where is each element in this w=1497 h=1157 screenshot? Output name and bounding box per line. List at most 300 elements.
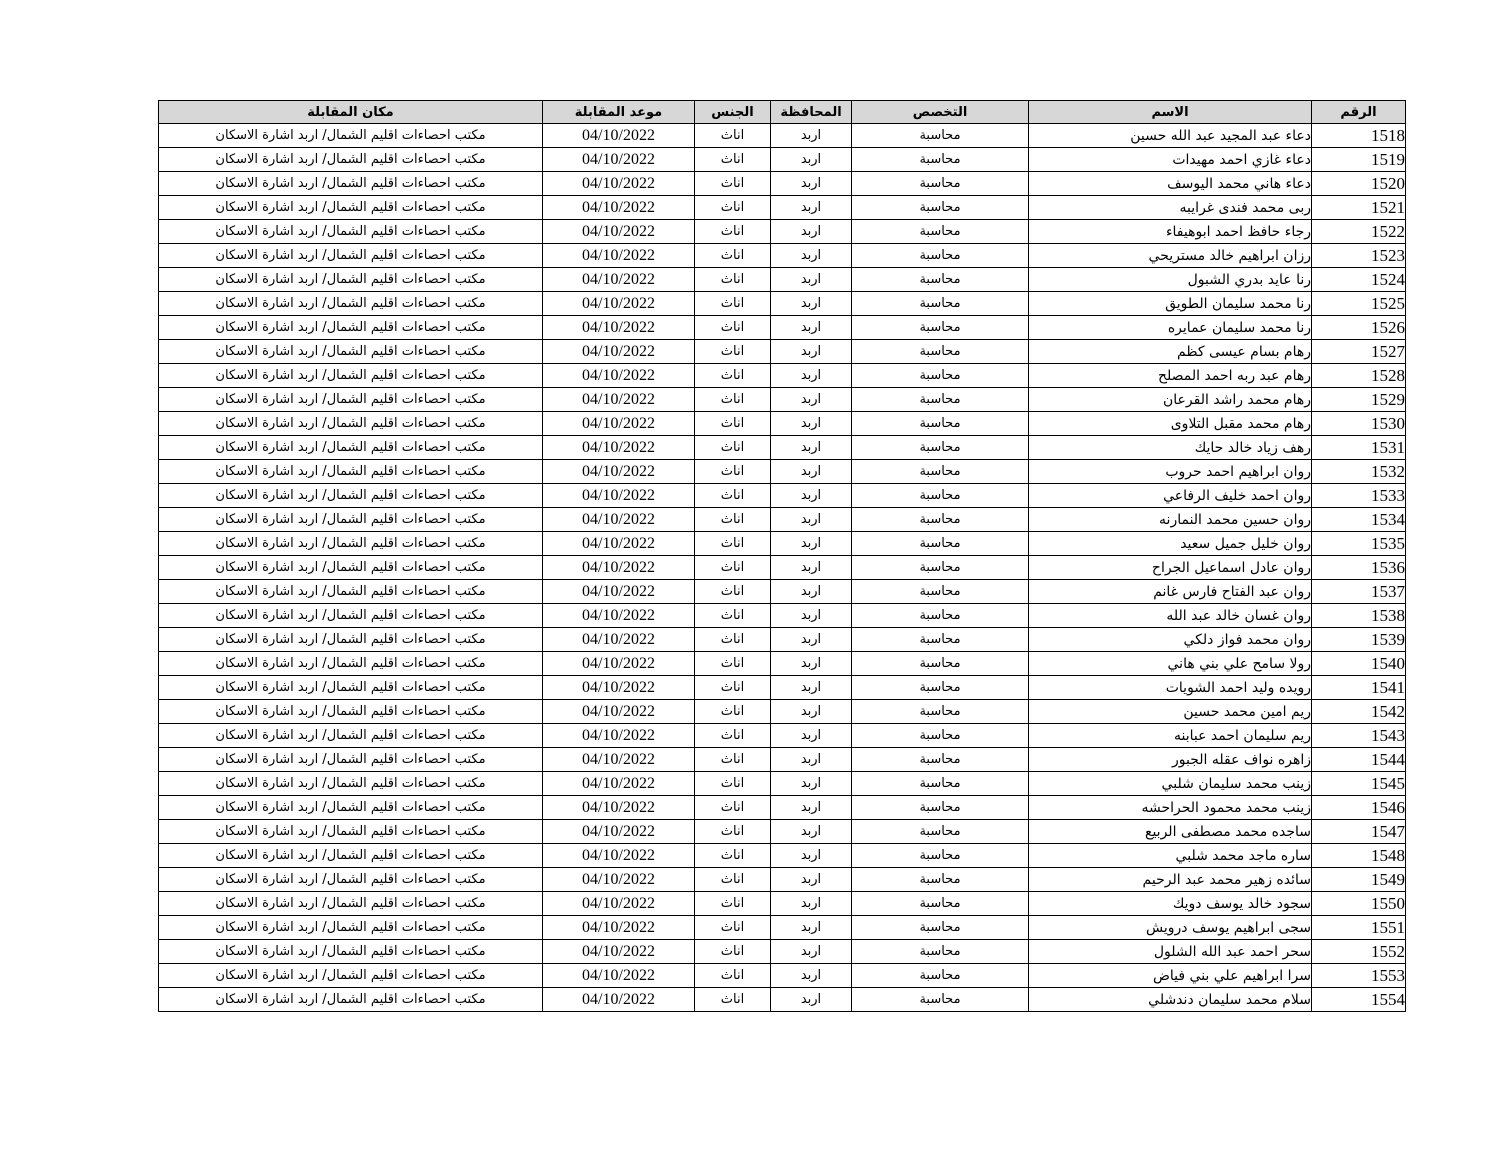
table-row xyxy=(159,892,1406,916)
cell-governorate: اربد xyxy=(771,724,852,748)
cell-number: 1528 xyxy=(1312,364,1406,388)
cell-name: ساره ماجد محمد شلبي xyxy=(1029,844,1312,868)
cell-specialization: محاسبة xyxy=(852,556,1029,580)
table-row xyxy=(159,340,1406,364)
cell-number: 1534 xyxy=(1312,508,1406,532)
cell-interview-date: 04/10/2022 xyxy=(543,796,695,820)
cell-interview-date: 04/10/2022 xyxy=(543,388,695,412)
cell-number: 1547 xyxy=(1312,820,1406,844)
cell-name: روان خليل جميل سعيد xyxy=(1029,532,1312,556)
cell-number: 1537 xyxy=(1312,580,1406,604)
cell-specialization: محاسبة xyxy=(852,844,1029,868)
cell-interview-location: مكتب احصاءات اقليم الشمال/ اربد اشارة الاسكان xyxy=(159,172,543,196)
cell-interview-location: مكتب احصاءات اقليم الشمال/ اربد اشارة الاسكان xyxy=(159,436,543,460)
table-row xyxy=(159,868,1406,892)
cell-specialization: محاسبة xyxy=(852,436,1029,460)
cell-number: 1552 xyxy=(1312,940,1406,964)
cell-specialization: محاسبة xyxy=(852,340,1029,364)
cell-interview-location: مكتب احصاءات اقليم الشمال/ اربد اشارة الاسكان xyxy=(159,268,543,292)
cell-gender: اناث xyxy=(695,844,771,868)
table-row xyxy=(159,316,1406,340)
table-row xyxy=(159,484,1406,508)
cell-gender: اناث xyxy=(695,796,771,820)
cell-gender: اناث xyxy=(695,868,771,892)
cell-name: رهام محمد راشد القرعان xyxy=(1029,388,1312,412)
table-row xyxy=(159,748,1406,772)
cell-interview-date: 04/10/2022 xyxy=(543,412,695,436)
cell-name: رهف زياد خالد حايك xyxy=(1029,436,1312,460)
cell-interview-date: 04/10/2022 xyxy=(543,724,695,748)
cell-interview-location: مكتب احصاءات اقليم الشمال/ اربد اشارة الاسكان xyxy=(159,604,543,628)
cell-gender: اناث xyxy=(695,820,771,844)
cell-interview-date: 04/10/2022 xyxy=(543,964,695,988)
cell-gender: اناث xyxy=(695,316,771,340)
cell-gender: اناث xyxy=(695,412,771,436)
cell-specialization: محاسبة xyxy=(852,580,1029,604)
cell-number: 1524 xyxy=(1312,268,1406,292)
cell-name: روان حسين محمد النمارنه xyxy=(1029,508,1312,532)
cell-interview-date: 04/10/2022 xyxy=(543,892,695,916)
cell-interview-location: مكتب احصاءات اقليم الشمال/ اربد اشارة الاسكان xyxy=(159,580,543,604)
cell-gender: اناث xyxy=(695,628,771,652)
cell-number: 1520 xyxy=(1312,172,1406,196)
cell-interview-date: 04/10/2022 xyxy=(543,628,695,652)
cell-governorate: اربد xyxy=(771,628,852,652)
header-interview-location: مكان المقابلة xyxy=(159,101,543,124)
cell-interview-location: مكتب احصاءات اقليم الشمال/ اربد اشارة الاسكان xyxy=(159,940,543,964)
cell-name: رنا عايد بدري الشبول xyxy=(1029,268,1312,292)
cell-number: 1522 xyxy=(1312,220,1406,244)
cell-gender: اناث xyxy=(695,964,771,988)
cell-governorate: اربد xyxy=(771,580,852,604)
cell-specialization: محاسبة xyxy=(852,532,1029,556)
cell-governorate: اربد xyxy=(771,604,852,628)
table-row xyxy=(159,268,1406,292)
cell-gender: اناث xyxy=(695,940,771,964)
cell-number: 1530 xyxy=(1312,412,1406,436)
table-row xyxy=(159,700,1406,724)
table-row xyxy=(159,388,1406,412)
table-row xyxy=(159,724,1406,748)
cell-specialization: محاسبة xyxy=(852,892,1029,916)
cell-interview-location: مكتب احصاءات اقليم الشمال/ اربد اشارة الاسكان xyxy=(159,868,543,892)
cell-name: رولا سامح علي بني هاني xyxy=(1029,652,1312,676)
cell-interview-location: مكتب احصاءات اقليم الشمال/ اربد اشارة الاسكان xyxy=(159,772,543,796)
cell-interview-date: 04/10/2022 xyxy=(543,340,695,364)
cell-governorate: اربد xyxy=(771,508,852,532)
cell-gender: اناث xyxy=(695,172,771,196)
cell-name: سائده زهير محمد عبد الرحيم xyxy=(1029,868,1312,892)
cell-gender: اناث xyxy=(695,988,771,1012)
cell-number: 1544 xyxy=(1312,748,1406,772)
table-row xyxy=(159,940,1406,964)
table-row xyxy=(159,220,1406,244)
cell-gender: اناث xyxy=(695,676,771,700)
cell-specialization: محاسبة xyxy=(852,964,1029,988)
cell-interview-date: 04/10/2022 xyxy=(543,196,695,220)
cell-name: روان غسان خالد عبد الله xyxy=(1029,604,1312,628)
cell-name: ريم امين محمد حسين xyxy=(1029,700,1312,724)
header-specialization: التخصص xyxy=(852,101,1029,124)
cell-gender: اناث xyxy=(695,220,771,244)
cell-governorate: اربد xyxy=(771,244,852,268)
table-row xyxy=(159,796,1406,820)
table-row xyxy=(159,604,1406,628)
cell-name: رنا محمد سليمان الطويق xyxy=(1029,292,1312,316)
cell-gender: اناث xyxy=(695,892,771,916)
cell-specialization: محاسبة xyxy=(852,412,1029,436)
cell-specialization: محاسبة xyxy=(852,772,1029,796)
cell-interview-location: مكتب احصاءات اقليم الشمال/ اربد اشارة الاسكان xyxy=(159,292,543,316)
cell-interview-location: مكتب احصاءات اقليم الشمال/ اربد اشارة الاسكان xyxy=(159,220,543,244)
cell-interview-date: 04/10/2022 xyxy=(543,220,695,244)
cell-interview-date: 04/10/2022 xyxy=(543,532,695,556)
cell-specialization: محاسبة xyxy=(852,508,1029,532)
cell-gender: اناث xyxy=(695,124,771,148)
table-row xyxy=(159,580,1406,604)
cell-interview-date: 04/10/2022 xyxy=(543,820,695,844)
cell-interview-location: مكتب احصاءات اقليم الشمال/ اربد اشارة الاسكان xyxy=(159,988,543,1012)
interview-roster-table xyxy=(158,100,1406,1012)
table-row xyxy=(159,124,1406,148)
cell-number: 1545 xyxy=(1312,772,1406,796)
cell-governorate: اربد xyxy=(771,412,852,436)
cell-name: زينب محمد سليمان شلبي xyxy=(1029,772,1312,796)
cell-gender: اناث xyxy=(695,652,771,676)
cell-number: 1540 xyxy=(1312,652,1406,676)
cell-gender: اناث xyxy=(695,532,771,556)
cell-specialization: محاسبة xyxy=(852,988,1029,1012)
cell-interview-date: 04/10/2022 xyxy=(543,916,695,940)
cell-number: 1533 xyxy=(1312,484,1406,508)
cell-governorate: اربد xyxy=(771,532,852,556)
cell-number: 1539 xyxy=(1312,628,1406,652)
table-row xyxy=(159,556,1406,580)
cell-governorate: اربد xyxy=(771,820,852,844)
cell-interview-location: مكتب احصاءات اقليم الشمال/ اربد اشارة الاسكان xyxy=(159,844,543,868)
cell-gender: اناث xyxy=(695,772,771,796)
cell-interview-location: مكتب احصاءات اقليم الشمال/ اربد اشارة الاسكان xyxy=(159,484,543,508)
cell-gender: اناث xyxy=(695,244,771,268)
cell-governorate: اربد xyxy=(771,196,852,220)
cell-interview-date: 04/10/2022 xyxy=(543,148,695,172)
cell-interview-date: 04/10/2022 xyxy=(543,700,695,724)
cell-name: رنا محمد سليمان عمايره xyxy=(1029,316,1312,340)
cell-number: 1527 xyxy=(1312,340,1406,364)
cell-gender: اناث xyxy=(695,916,771,940)
cell-interview-location: مكتب احصاءات اقليم الشمال/ اربد اشارة الاسكان xyxy=(159,364,543,388)
cell-governorate: اربد xyxy=(771,676,852,700)
cell-governorate: اربد xyxy=(771,292,852,316)
cell-name: دعاء هاني محمد اليوسف xyxy=(1029,172,1312,196)
cell-number: 1542 xyxy=(1312,700,1406,724)
cell-governorate: اربد xyxy=(771,340,852,364)
cell-interview-location: مكتب احصاءات اقليم الشمال/ اربد اشارة الاسكان xyxy=(159,412,543,436)
table-row xyxy=(159,652,1406,676)
cell-number: 1550 xyxy=(1312,892,1406,916)
cell-specialization: محاسبة xyxy=(852,484,1029,508)
cell-governorate: اربد xyxy=(771,364,852,388)
table-header-row xyxy=(159,101,1406,124)
cell-interview-location: مكتب احصاءات اقليم الشمال/ اربد اشارة الاسكان xyxy=(159,244,543,268)
table-row xyxy=(159,244,1406,268)
cell-specialization: محاسبة xyxy=(852,748,1029,772)
table-row xyxy=(159,508,1406,532)
cell-name: سجود خالد يوسف دويك xyxy=(1029,892,1312,916)
cell-name: روان احمد خليف الرفاعي xyxy=(1029,484,1312,508)
cell-number: 1548 xyxy=(1312,844,1406,868)
cell-gender: اناث xyxy=(695,340,771,364)
cell-number: 1535 xyxy=(1312,532,1406,556)
cell-specialization: محاسبة xyxy=(852,316,1029,340)
cell-interview-date: 04/10/2022 xyxy=(543,676,695,700)
cell-specialization: محاسبة xyxy=(852,388,1029,412)
cell-governorate: اربد xyxy=(771,436,852,460)
cell-specialization: محاسبة xyxy=(852,700,1029,724)
cell-name: رهام بسام عيسى كظم xyxy=(1029,340,1312,364)
cell-specialization: محاسبة xyxy=(852,196,1029,220)
cell-number: 1525 xyxy=(1312,292,1406,316)
cell-governorate: اربد xyxy=(771,652,852,676)
table-body xyxy=(159,124,1406,1012)
cell-name: رهام محمد مقبل التلاوى xyxy=(1029,412,1312,436)
cell-name: زينب محمد محمود الحراحشه xyxy=(1029,796,1312,820)
table-row xyxy=(159,628,1406,652)
cell-number: 1529 xyxy=(1312,388,1406,412)
table-row xyxy=(159,844,1406,868)
cell-specialization: محاسبة xyxy=(852,172,1029,196)
cell-interview-date: 04/10/2022 xyxy=(543,484,695,508)
cell-name: روان عادل اسماعيل الجراح xyxy=(1029,556,1312,580)
cell-governorate: اربد xyxy=(771,700,852,724)
cell-interview-location: مكتب احصاءات اقليم الشمال/ اربد اشارة الاسكان xyxy=(159,916,543,940)
header-name: الاسم xyxy=(1029,101,1312,124)
cell-interview-location: مكتب احصاءات اقليم الشمال/ اربد اشارة الاسكان xyxy=(159,820,543,844)
cell-number: 1541 xyxy=(1312,676,1406,700)
table-row xyxy=(159,772,1406,796)
cell-name: زاهره نواف عقله الجبور xyxy=(1029,748,1312,772)
cell-interview-date: 04/10/2022 xyxy=(543,940,695,964)
cell-interview-date: 04/10/2022 xyxy=(543,868,695,892)
cell-number: 1546 xyxy=(1312,796,1406,820)
cell-interview-date: 04/10/2022 xyxy=(543,748,695,772)
table-row xyxy=(159,292,1406,316)
cell-gender: اناث xyxy=(695,436,771,460)
cell-gender: اناث xyxy=(695,580,771,604)
cell-name: دعاء غازي احمد مهيدات xyxy=(1029,148,1312,172)
cell-governorate: اربد xyxy=(771,940,852,964)
cell-specialization: محاسبة xyxy=(852,460,1029,484)
cell-gender: اناث xyxy=(695,556,771,580)
cell-governorate: اربد xyxy=(771,868,852,892)
cell-interview-location: مكتب احصاءات اقليم الشمال/ اربد اشارة الاسكان xyxy=(159,700,543,724)
cell-governorate: اربد xyxy=(771,460,852,484)
cell-specialization: محاسبة xyxy=(852,796,1029,820)
cell-number: 1543 xyxy=(1312,724,1406,748)
cell-governorate: اربد xyxy=(771,988,852,1012)
cell-interview-date: 04/10/2022 xyxy=(543,508,695,532)
cell-governorate: اربد xyxy=(771,268,852,292)
cell-name: ساجده محمد مصطفى الربيع xyxy=(1029,820,1312,844)
cell-specialization: محاسبة xyxy=(852,364,1029,388)
cell-interview-date: 04/10/2022 xyxy=(543,316,695,340)
cell-governorate: اربد xyxy=(771,484,852,508)
cell-governorate: اربد xyxy=(771,964,852,988)
cell-specialization: محاسبة xyxy=(852,268,1029,292)
cell-governorate: اربد xyxy=(771,844,852,868)
cell-interview-location: مكتب احصاءات اقليم الشمال/ اربد اشارة الاسكان xyxy=(159,892,543,916)
cell-name: سلام محمد سليمان دندشلي xyxy=(1029,988,1312,1012)
cell-name: روان محمد فواز دلكي xyxy=(1029,628,1312,652)
cell-name: دعاء عبد المجيد عبد الله حسين xyxy=(1029,124,1312,148)
table-row xyxy=(159,412,1406,436)
cell-governorate: اربد xyxy=(771,388,852,412)
cell-interview-date: 04/10/2022 xyxy=(543,460,695,484)
cell-gender: اناث xyxy=(695,460,771,484)
cell-gender: اناث xyxy=(695,700,771,724)
cell-specialization: محاسبة xyxy=(852,940,1029,964)
cell-governorate: اربد xyxy=(771,124,852,148)
cell-name: سرا ابراهيم علي بني فياض xyxy=(1029,964,1312,988)
cell-gender: اناث xyxy=(695,604,771,628)
cell-governorate: اربد xyxy=(771,796,852,820)
cell-gender: اناث xyxy=(695,388,771,412)
cell-specialization: محاسبة xyxy=(852,148,1029,172)
cell-interview-date: 04/10/2022 xyxy=(543,988,695,1012)
cell-interview-date: 04/10/2022 xyxy=(543,436,695,460)
cell-interview-location: مكتب احصاءات اقليم الشمال/ اربد اشارة الاسكان xyxy=(159,652,543,676)
cell-name: روان ابراهيم احمد حروب xyxy=(1029,460,1312,484)
cell-governorate: اربد xyxy=(771,916,852,940)
table-header xyxy=(159,101,1406,124)
table-row xyxy=(159,964,1406,988)
cell-specialization: محاسبة xyxy=(852,724,1029,748)
cell-interview-location: مكتب احصاءات اقليم الشمال/ اربد اشارة الاسكان xyxy=(159,196,543,220)
cell-interview-location: مكتب احصاءات اقليم الشمال/ اربد اشارة الاسكان xyxy=(159,508,543,532)
table-row xyxy=(159,988,1406,1012)
cell-number: 1531 xyxy=(1312,436,1406,460)
cell-name: رجاء حافظ احمد ابوهيفاء xyxy=(1029,220,1312,244)
cell-specialization: محاسبة xyxy=(852,868,1029,892)
cell-gender: اناث xyxy=(695,484,771,508)
cell-gender: اناث xyxy=(695,748,771,772)
cell-specialization: محاسبة xyxy=(852,820,1029,844)
table-row xyxy=(159,364,1406,388)
cell-interview-location: مكتب احصاءات اقليم الشمال/ اربد اشارة الاسكان xyxy=(159,124,543,148)
cell-gender: اناث xyxy=(695,364,771,388)
cell-number: 1523 xyxy=(1312,244,1406,268)
cell-interview-date: 04/10/2022 xyxy=(543,268,695,292)
cell-interview-date: 04/10/2022 xyxy=(543,292,695,316)
cell-number: 1551 xyxy=(1312,916,1406,940)
cell-interview-date: 04/10/2022 xyxy=(543,556,695,580)
cell-interview-location: مكتب احصاءات اقليم الشمال/ اربد اشارة الاسكان xyxy=(159,796,543,820)
table-row xyxy=(159,460,1406,484)
header-gender: الجنس xyxy=(695,101,771,124)
cell-interview-location: مكتب احصاءات اقليم الشمال/ اربد اشارة الاسكان xyxy=(159,532,543,556)
cell-interview-date: 04/10/2022 xyxy=(543,124,695,148)
cell-number: 1538 xyxy=(1312,604,1406,628)
cell-governorate: اربد xyxy=(771,172,852,196)
cell-number: 1536 xyxy=(1312,556,1406,580)
cell-name: رويده وليد احمد الشويات xyxy=(1029,676,1312,700)
cell-specialization: محاسبة xyxy=(852,652,1029,676)
cell-name: روان عبد الفتاح فارس غانم xyxy=(1029,580,1312,604)
cell-governorate: اربد xyxy=(771,772,852,796)
cell-governorate: اربد xyxy=(771,148,852,172)
cell-specialization: محاسبة xyxy=(852,628,1029,652)
table-row xyxy=(159,436,1406,460)
header-governorate: المحافظة xyxy=(771,101,852,124)
cell-interview-date: 04/10/2022 xyxy=(543,580,695,604)
cell-governorate: اربد xyxy=(771,892,852,916)
cell-interview-date: 04/10/2022 xyxy=(543,244,695,268)
cell-number: 1532 xyxy=(1312,460,1406,484)
cell-name: رزان ابراهيم خالد مستريحي xyxy=(1029,244,1312,268)
cell-interview-location: مكتب احصاءات اقليم الشمال/ اربد اشارة الاسكان xyxy=(159,964,543,988)
cell-interview-location: مكتب احصاءات اقليم الشمال/ اربد اشارة الاسكان xyxy=(159,340,543,364)
cell-number: 1521 xyxy=(1312,196,1406,220)
cell-interview-location: مكتب احصاءات اقليم الشمال/ اربد اشارة الاسكان xyxy=(159,460,543,484)
header-number: الرقم xyxy=(1312,101,1406,124)
cell-interview-date: 04/10/2022 xyxy=(543,652,695,676)
table-row xyxy=(159,196,1406,220)
cell-gender: اناث xyxy=(695,268,771,292)
table-row xyxy=(159,820,1406,844)
table-row xyxy=(159,916,1406,940)
table-row xyxy=(159,676,1406,700)
cell-interview-location: مكتب احصاءات اقليم الشمال/ اربد اشارة الاسكان xyxy=(159,748,543,772)
cell-interview-date: 04/10/2022 xyxy=(543,844,695,868)
cell-name: سجى ابراهيم يوسف درويش xyxy=(1029,916,1312,940)
cell-number: 1549 xyxy=(1312,868,1406,892)
cell-gender: اناث xyxy=(695,196,771,220)
cell-interview-date: 04/10/2022 xyxy=(543,364,695,388)
cell-interview-location: مكتب احصاءات اقليم الشمال/ اربد اشارة الاسكان xyxy=(159,148,543,172)
cell-interview-location: مكتب احصاءات اقليم الشمال/ اربد اشارة الاسكان xyxy=(159,556,543,580)
cell-specialization: محاسبة xyxy=(852,244,1029,268)
cell-number: 1526 xyxy=(1312,316,1406,340)
cell-interview-location: مكتب احصاءات اقليم الشمال/ اربد اشارة الاسكان xyxy=(159,316,543,340)
cell-name: رهام عبد ربه احمد المصلح xyxy=(1029,364,1312,388)
cell-specialization: محاسبة xyxy=(852,124,1029,148)
cell-number: 1554 xyxy=(1312,988,1406,1012)
cell-interview-date: 04/10/2022 xyxy=(543,172,695,196)
cell-governorate: اربد xyxy=(771,316,852,340)
cell-gender: اناث xyxy=(695,724,771,748)
cell-governorate: اربد xyxy=(771,556,852,580)
cell-number: 1519 xyxy=(1312,148,1406,172)
cell-interview-location: مكتب احصاءات اقليم الشمال/ اربد اشارة الاسكان xyxy=(159,628,543,652)
cell-specialization: محاسبة xyxy=(852,916,1029,940)
header-interview-date: موعد المقابلة xyxy=(543,101,695,124)
cell-interview-location: مكتب احصاءات اقليم الشمال/ اربد اشارة الاسكان xyxy=(159,724,543,748)
cell-specialization: محاسبة xyxy=(852,604,1029,628)
cell-gender: اناث xyxy=(695,292,771,316)
cell-specialization: محاسبة xyxy=(852,676,1029,700)
cell-specialization: محاسبة xyxy=(852,220,1029,244)
table-row xyxy=(159,172,1406,196)
cell-name: ريم سليمان احمد عبابنه xyxy=(1029,724,1312,748)
cell-governorate: اربد xyxy=(771,748,852,772)
cell-number: 1553 xyxy=(1312,964,1406,988)
cell-name: سحر احمد عبد الله الشلول xyxy=(1029,940,1312,964)
table-row xyxy=(159,532,1406,556)
cell-interview-date: 04/10/2022 xyxy=(543,772,695,796)
cell-interview-location: مكتب احصاءات اقليم الشمال/ اربد اشارة الاسكان xyxy=(159,388,543,412)
cell-name: ربى محمد فندى غرايبه xyxy=(1029,196,1312,220)
cell-gender: اناث xyxy=(695,508,771,532)
